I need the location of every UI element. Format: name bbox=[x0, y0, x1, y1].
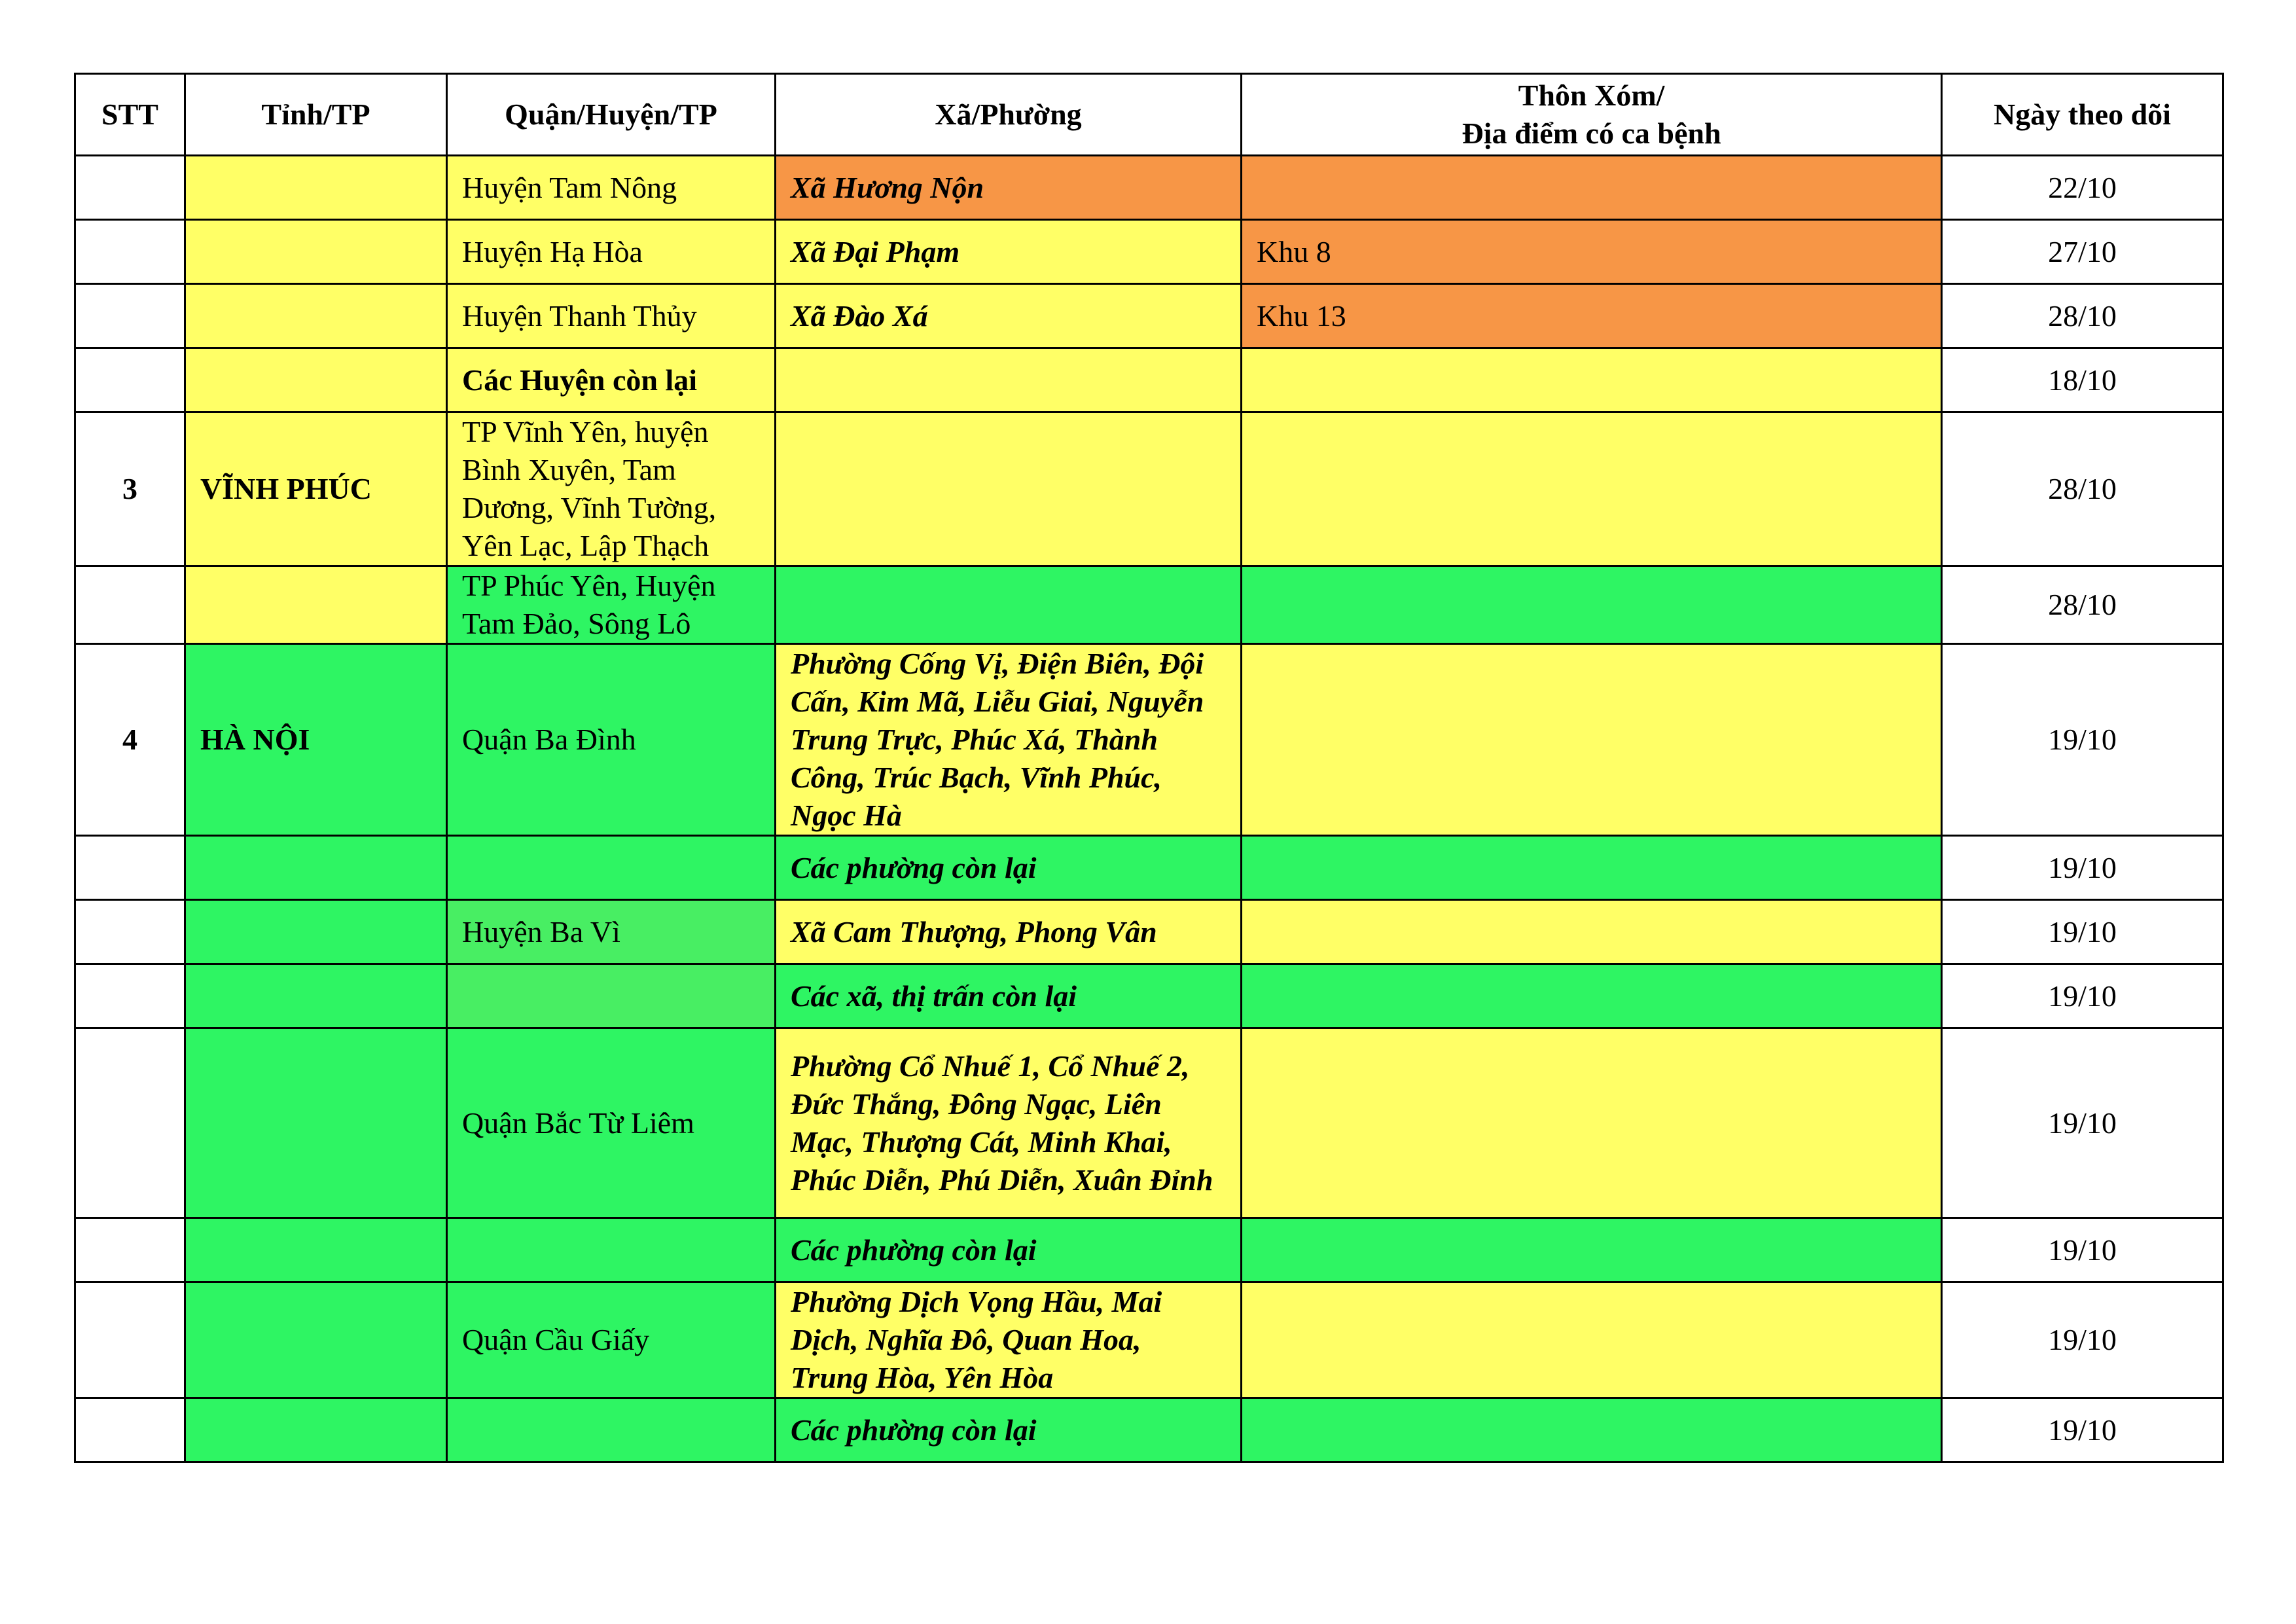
cell-commune: Các xã, thị trấn còn lại bbox=[776, 964, 1242, 1028]
cell-village bbox=[1242, 412, 1942, 566]
cell-date: 19/10 bbox=[1942, 964, 2223, 1028]
tracking-table bbox=[74, 73, 2224, 1463]
cell-district: Huyện Tam Nông bbox=[447, 156, 776, 220]
cell-date: 27/10 bbox=[1942, 220, 2223, 284]
cell-commune: Các phường còn lại bbox=[776, 1218, 1242, 1282]
cell-stt bbox=[75, 964, 185, 1028]
table-row bbox=[75, 1398, 2223, 1462]
cell-district: Huyện Thanh Thủy bbox=[447, 284, 776, 348]
cell-date: 19/10 bbox=[1942, 1218, 2223, 1282]
cell-province bbox=[185, 566, 447, 644]
table-row bbox=[75, 900, 2223, 964]
table-row bbox=[75, 220, 2223, 284]
cell-province bbox=[185, 1218, 447, 1282]
cell-commune bbox=[776, 348, 1242, 412]
cell-province bbox=[185, 964, 447, 1028]
cell-province bbox=[185, 348, 447, 412]
cell-date: 19/10 bbox=[1942, 836, 2223, 900]
cell-date: 19/10 bbox=[1942, 1028, 2223, 1218]
cell-stt bbox=[75, 284, 185, 348]
cell-district: TP Phúc Yên, Huyện Tam Đảo, Sông Lô bbox=[447, 566, 776, 644]
table-row bbox=[75, 284, 2223, 348]
cell-stt bbox=[75, 348, 185, 412]
cell-stt bbox=[75, 566, 185, 644]
cell-province bbox=[185, 1028, 447, 1218]
table-row bbox=[75, 412, 2223, 566]
cell-province bbox=[185, 220, 447, 284]
cell-stt: 4 bbox=[75, 644, 185, 836]
cell-district: Huyện Hạ Hòa bbox=[447, 220, 776, 284]
cell-village: Khu 13 bbox=[1242, 284, 1942, 348]
cell-stt bbox=[75, 220, 185, 284]
cell-commune: Xã Hương Nộn bbox=[776, 156, 1242, 220]
header-row bbox=[75, 74, 2223, 156]
cell-province: VĨNH PHÚC bbox=[185, 412, 447, 566]
cell-commune: Phường Cổ Nhuế 1, Cổ Nhuế 2, Đức Thắng, Đông Ngạc, Liên Mạc, Thượng Cát, Minh Khai, Phúc Diễn, Phú Diễn, Xuân Đỉnh bbox=[776, 1028, 1242, 1218]
table-row bbox=[75, 348, 2223, 412]
cell-commune: Xã Đào Xá bbox=[776, 284, 1242, 348]
cell-village bbox=[1242, 1282, 1942, 1398]
cell-date: 19/10 bbox=[1942, 644, 2223, 836]
cell-district: Quận Cầu Giấy bbox=[447, 1282, 776, 1398]
cell-date: 22/10 bbox=[1942, 156, 2223, 220]
cell-district bbox=[447, 836, 776, 900]
cell-date: 19/10 bbox=[1942, 1398, 2223, 1462]
cell-village bbox=[1242, 900, 1942, 964]
cell-commune: Xã Cam Thượng, Phong Vân bbox=[776, 900, 1242, 964]
document-page bbox=[74, 73, 2222, 1463]
table-row bbox=[75, 644, 2223, 836]
header-stt: STT bbox=[75, 74, 185, 156]
cell-village bbox=[1242, 1398, 1942, 1462]
table-row bbox=[75, 964, 2223, 1028]
cell-village bbox=[1242, 1218, 1942, 1282]
header-district: Quận/Huyện/TP bbox=[447, 74, 776, 156]
cell-district: Quận Ba Đình bbox=[447, 644, 776, 836]
cell-commune bbox=[776, 412, 1242, 566]
cell-date: 28/10 bbox=[1942, 284, 2223, 348]
cell-village bbox=[1242, 644, 1942, 836]
table-row bbox=[75, 1218, 2223, 1282]
table-row bbox=[75, 1028, 2223, 1218]
table-row bbox=[75, 156, 2223, 220]
cell-province bbox=[185, 1398, 447, 1462]
table-row bbox=[75, 836, 2223, 900]
cell-stt bbox=[75, 836, 185, 900]
header-date: Ngày theo dõi bbox=[1942, 74, 2223, 156]
cell-district: Quận Bắc Từ Liêm bbox=[447, 1028, 776, 1218]
cell-stt bbox=[75, 1282, 185, 1398]
table-row bbox=[75, 1282, 2223, 1398]
cell-date: 28/10 bbox=[1942, 566, 2223, 644]
header-village: Thôn Xóm/ Địa điểm có ca bệnh bbox=[1242, 74, 1942, 156]
cell-province bbox=[185, 900, 447, 964]
cell-stt bbox=[75, 156, 185, 220]
cell-stt bbox=[75, 900, 185, 964]
cell-village bbox=[1242, 156, 1942, 220]
cell-village bbox=[1242, 1028, 1942, 1218]
cell-province: HÀ NỘI bbox=[185, 644, 447, 836]
cell-district bbox=[447, 964, 776, 1028]
cell-commune: Các phường còn lại bbox=[776, 1398, 1242, 1462]
cell-village bbox=[1242, 348, 1942, 412]
cell-date: 19/10 bbox=[1942, 900, 2223, 964]
cell-date: 19/10 bbox=[1942, 1282, 2223, 1398]
cell-district bbox=[447, 1218, 776, 1282]
cell-village bbox=[1242, 566, 1942, 644]
cell-date: 18/10 bbox=[1942, 348, 2223, 412]
header-commune: Xã/Phường bbox=[776, 74, 1242, 156]
cell-stt bbox=[75, 1028, 185, 1218]
cell-district: Huyện Ba Vì bbox=[447, 900, 776, 964]
cell-stt: 3 bbox=[75, 412, 185, 566]
header-province: Tỉnh/TP bbox=[185, 74, 447, 156]
cell-district: TP Vĩnh Yên, huyện Bình Xuyên, Tam Dương, Vĩnh Tường, Yên Lạc, Lập Thạch bbox=[447, 412, 776, 566]
cell-district bbox=[447, 1398, 776, 1462]
cell-village bbox=[1242, 836, 1942, 900]
cell-village bbox=[1242, 964, 1942, 1028]
cell-commune: Xã Đại Phạm bbox=[776, 220, 1242, 284]
cell-stt bbox=[75, 1218, 185, 1282]
cell-province bbox=[185, 284, 447, 348]
cell-date: 28/10 bbox=[1942, 412, 2223, 566]
cell-district: Các Huyện còn lại bbox=[447, 348, 776, 412]
cell-commune: Phường Dịch Vọng Hầu, Mai Dịch, Nghĩa Đô, Quan Hoa, Trung Hòa, Yên Hòa bbox=[776, 1282, 1242, 1398]
cell-commune bbox=[776, 566, 1242, 644]
table-row bbox=[75, 566, 2223, 644]
cell-stt bbox=[75, 1398, 185, 1462]
cell-village: Khu 8 bbox=[1242, 220, 1942, 284]
cell-commune: Các phường còn lại bbox=[776, 836, 1242, 900]
cell-province bbox=[185, 156, 447, 220]
cell-province bbox=[185, 836, 447, 900]
cell-province bbox=[185, 1282, 447, 1398]
cell-commune: Phường Cống Vị, Điện Biên, Đội Cấn, Kim Mã, Liễu Giai, Nguyễn Trung Trực, Phúc Xá, Thành Công, Trúc Bạch, Vĩnh Phúc, Ngọc Hà bbox=[776, 644, 1242, 836]
